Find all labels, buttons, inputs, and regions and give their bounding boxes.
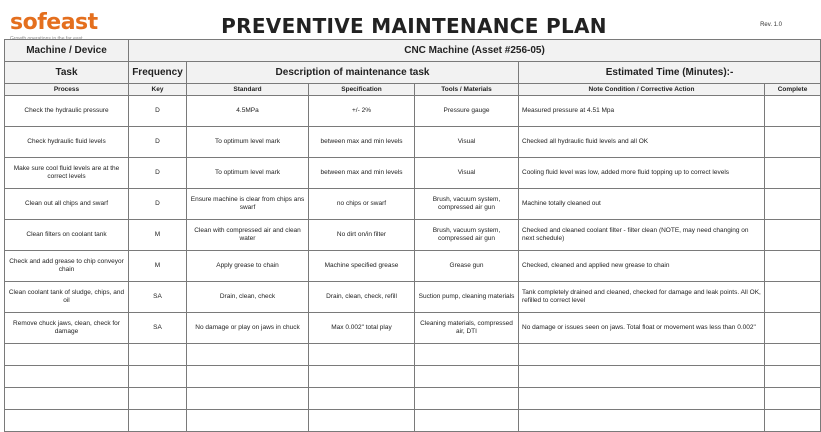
empty-row bbox=[5, 344, 821, 366]
empty-row bbox=[5, 388, 821, 410]
cell-specification: between max and min levels bbox=[309, 158, 415, 189]
machine-row bbox=[5, 40, 821, 62]
empty-cell[interactable] bbox=[519, 388, 765, 410]
cell-specification: No dirt on/in filter bbox=[309, 220, 415, 251]
empty-row bbox=[5, 410, 821, 432]
maintenance-table bbox=[4, 39, 821, 432]
cell-note: Checked and cleaned coolant filter - filter clean (NOTE, may need changing on next schedule) bbox=[519, 220, 765, 251]
cell-standard: Ensure machine is clear from chips ans swarf bbox=[187, 189, 309, 220]
table-row bbox=[5, 158, 821, 189]
col-complete: Complete bbox=[765, 84, 821, 96]
cell-complete[interactable] bbox=[765, 220, 821, 251]
table-row bbox=[5, 189, 821, 220]
cell-complete[interactable] bbox=[765, 282, 821, 313]
cell-note: Machine totally cleaned out bbox=[519, 189, 765, 220]
cell-standard: Drain, clean, check bbox=[187, 282, 309, 313]
cell-note: Checked all hydraulic fluid levels and all OK bbox=[519, 127, 765, 158]
empty-cell[interactable] bbox=[129, 344, 187, 366]
cell-note: Checked, cleaned and applied new grease to chain bbox=[519, 251, 765, 282]
cell-tools: Brush, vacuum system, compressed air gun bbox=[415, 220, 519, 251]
empty-cell[interactable] bbox=[415, 366, 519, 388]
empty-cell[interactable] bbox=[187, 388, 309, 410]
cell-standard: Clean with compressed air and clean water bbox=[187, 220, 309, 251]
col-note: Note Condition / Corrective Action bbox=[519, 84, 765, 96]
task-header: Task bbox=[5, 62, 129, 84]
empty-cell[interactable] bbox=[519, 366, 765, 388]
empty-cell[interactable] bbox=[129, 388, 187, 410]
cell-tools: Cleaning materials, compressed air, DTI bbox=[415, 313, 519, 344]
col-key: Key bbox=[129, 84, 187, 96]
cell-process: Clean filters on coolant tank bbox=[5, 220, 129, 251]
logo-wordmark: sofeast bbox=[10, 10, 98, 35]
cell-complete[interactable] bbox=[765, 127, 821, 158]
empty-cell[interactable] bbox=[129, 410, 187, 432]
cell-note: Tank completely drained and cleaned, checked for damage and leak points. All OK, refilled to correct level bbox=[519, 282, 765, 313]
col-specification: Specification bbox=[309, 84, 415, 96]
cell-specification: no chips or swarf bbox=[309, 189, 415, 220]
cell-complete[interactable] bbox=[765, 313, 821, 344]
cell-standard: To optimum level mark bbox=[187, 127, 309, 158]
machine-label-cell: Machine / Device bbox=[5, 40, 129, 62]
cell-complete[interactable] bbox=[765, 251, 821, 282]
cell-key: M bbox=[129, 220, 187, 251]
cell-key: D bbox=[129, 127, 187, 158]
empty-cell[interactable] bbox=[5, 344, 129, 366]
empty-cell[interactable] bbox=[187, 410, 309, 432]
revision-label: Rev. 1.0 bbox=[760, 22, 782, 28]
empty-cell[interactable] bbox=[415, 344, 519, 366]
cell-key: D bbox=[129, 189, 187, 220]
empty-cell[interactable] bbox=[415, 410, 519, 432]
cell-specification: between max and min levels bbox=[309, 127, 415, 158]
table-row bbox=[5, 220, 821, 251]
empty-cell[interactable] bbox=[5, 410, 129, 432]
empty-cell[interactable] bbox=[187, 366, 309, 388]
cell-specification: Drain, clean, check, refill bbox=[309, 282, 415, 313]
table-row bbox=[5, 96, 821, 127]
cell-tools: Grease gun bbox=[415, 251, 519, 282]
cell-process: Clean coolant tank of sludge, chips, and oil bbox=[5, 282, 129, 313]
empty-cell[interactable] bbox=[765, 388, 821, 410]
machine-value-cell: CNC Machine (Asset #256-05) bbox=[129, 40, 821, 62]
cell-tools: Visual bbox=[415, 127, 519, 158]
empty-row bbox=[5, 366, 821, 388]
empty-cell[interactable] bbox=[765, 366, 821, 388]
col-tools: Tools / Materials bbox=[415, 84, 519, 96]
cell-note: Cooling fluid level was low, added more fluid topping up to correct levels bbox=[519, 158, 765, 189]
cell-key: D bbox=[129, 96, 187, 127]
cell-complete[interactable] bbox=[765, 158, 821, 189]
cell-process: Check hydraulic fluid levels bbox=[5, 127, 129, 158]
empty-cell[interactable] bbox=[309, 388, 415, 410]
cell-process: Clean out all chips and swarf bbox=[5, 189, 129, 220]
cell-specification: +/- 2% bbox=[309, 96, 415, 127]
cell-key: SA bbox=[129, 313, 187, 344]
cell-standard: 4.5MPa bbox=[187, 96, 309, 127]
cell-specification: Machine specified grease bbox=[309, 251, 415, 282]
cell-tools: Visual bbox=[415, 158, 519, 189]
empty-cell[interactable] bbox=[187, 344, 309, 366]
section-header-row bbox=[5, 62, 821, 84]
empty-cell[interactable] bbox=[519, 344, 765, 366]
cell-complete[interactable] bbox=[765, 189, 821, 220]
cell-process: Make sure cool fluid levels are at the correct levels bbox=[5, 158, 129, 189]
table-row bbox=[5, 313, 821, 344]
cell-note: Measured pressure at 4.51 Mpa bbox=[519, 96, 765, 127]
col-process: Process bbox=[5, 84, 129, 96]
empty-cell[interactable] bbox=[309, 344, 415, 366]
empty-cell[interactable] bbox=[765, 410, 821, 432]
estimated-time-header: Estimated Time (Minutes):- bbox=[519, 62, 821, 84]
cell-note: No damage or issues seen on jaws. Total float or movement was less than 0.002" bbox=[519, 313, 765, 344]
col-standard: Standard bbox=[187, 84, 309, 96]
table-row bbox=[5, 127, 821, 158]
cell-process: Check the hydraulic pressure bbox=[5, 96, 129, 127]
table-row bbox=[5, 251, 821, 282]
cell-standard: To optimum level mark bbox=[187, 158, 309, 189]
empty-cell[interactable] bbox=[519, 410, 765, 432]
empty-cell[interactable] bbox=[309, 410, 415, 432]
column-header-row bbox=[5, 84, 821, 96]
cell-standard: Apply grease to chain bbox=[187, 251, 309, 282]
frequency-header: Frequency bbox=[129, 62, 187, 84]
cell-process: Remove chuck jaws, clean, check for damage bbox=[5, 313, 129, 344]
empty-cell[interactable] bbox=[415, 388, 519, 410]
cell-standard: No damage or play on jaws in chuck bbox=[187, 313, 309, 344]
empty-cell[interactable] bbox=[129, 366, 187, 388]
cell-specification: Max 0.002" total play bbox=[309, 313, 415, 344]
empty-cell[interactable] bbox=[5, 366, 129, 388]
cell-process: Check and add grease to chip conveyor chain bbox=[5, 251, 129, 282]
cell-key: SA bbox=[129, 282, 187, 313]
cell-tools: Brush, vacuum system, compressed air gun bbox=[415, 189, 519, 220]
empty-cell[interactable] bbox=[309, 366, 415, 388]
maintenance-plan-sheet bbox=[4, 6, 808, 416]
cell-key: M bbox=[129, 251, 187, 282]
page-title: PREVENTIVE MAINTENANCE PLAN bbox=[221, 14, 607, 38]
description-header: Description of maintenance task bbox=[187, 62, 519, 84]
table-row bbox=[5, 282, 821, 313]
cell-key: D bbox=[129, 158, 187, 189]
cell-tools: Suction pump, cleaning materials bbox=[415, 282, 519, 313]
cell-complete[interactable] bbox=[765, 96, 821, 127]
empty-cell[interactable] bbox=[5, 388, 129, 410]
empty-cell[interactable] bbox=[765, 344, 821, 366]
cell-tools: Pressure gauge bbox=[415, 96, 519, 127]
